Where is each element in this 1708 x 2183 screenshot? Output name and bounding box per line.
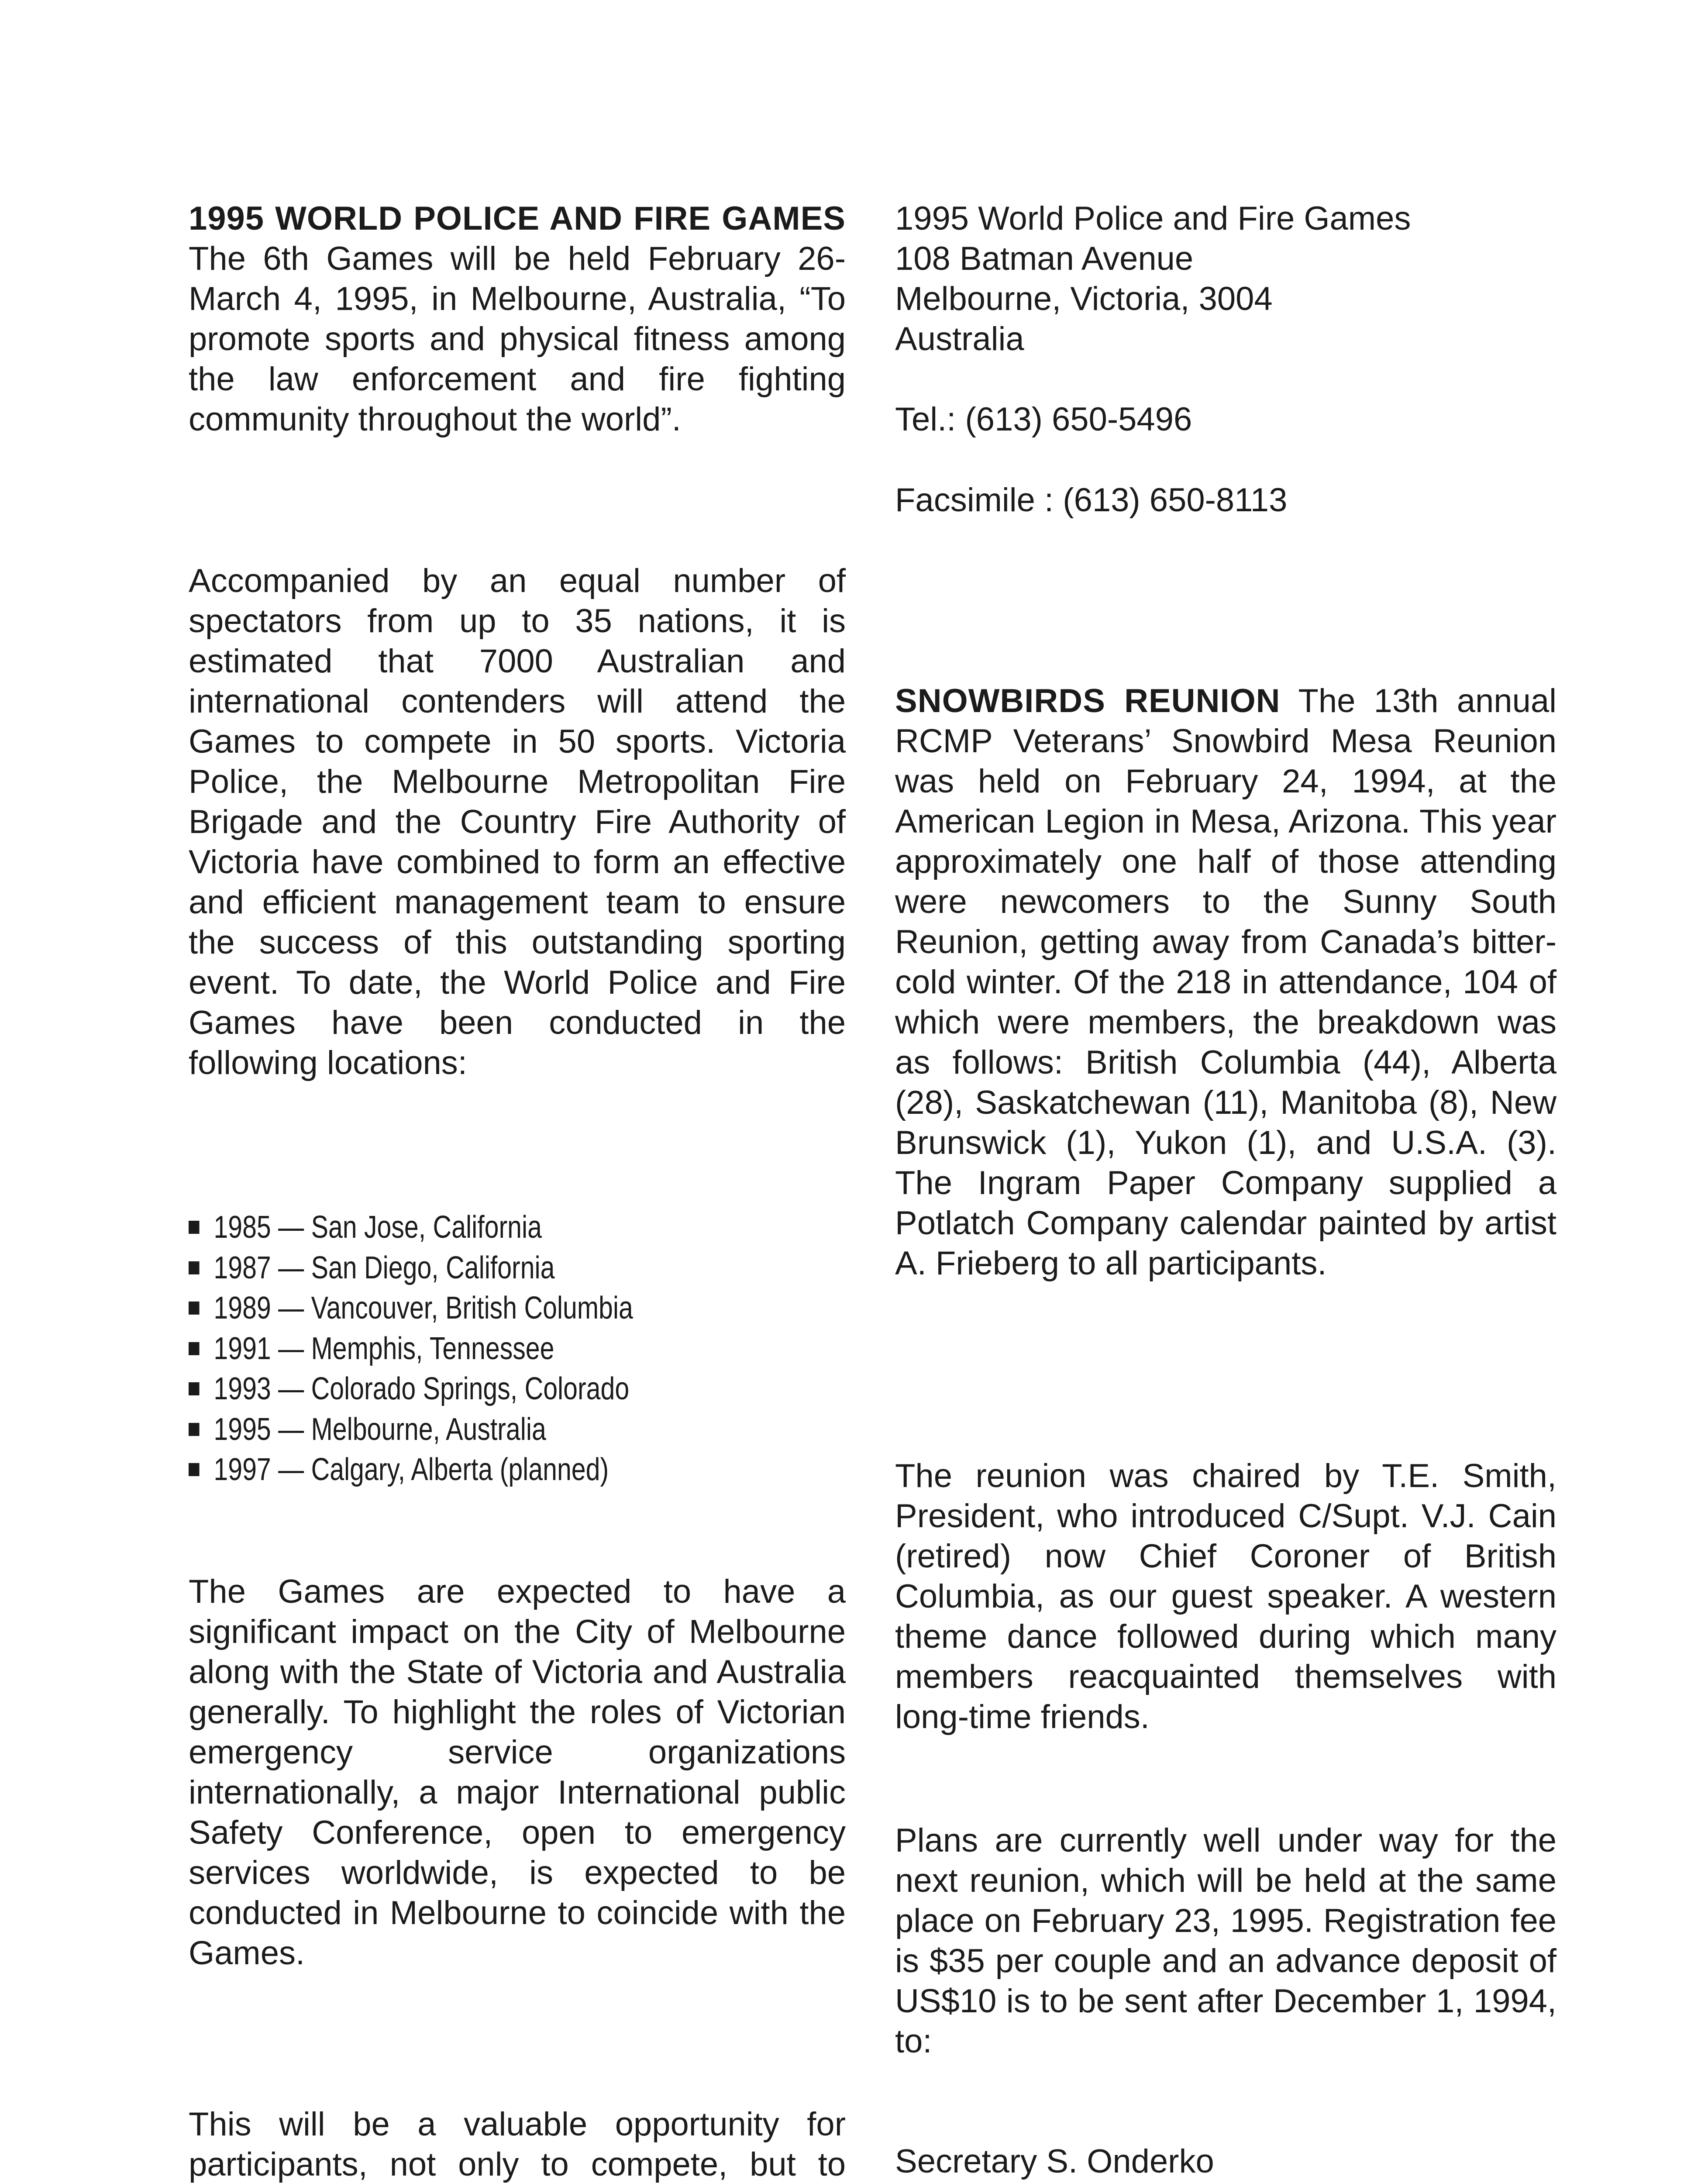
participation-paragraph: Accompanied by an equal number of spectators from up to 35 nations, it is estimated that 7000 Australian and international contenders will attend the Games to compete in 50 sports. Victoria Police, the Melbourne Metropolitan Fire Brigade and the Country Fire Authority of Victoria have combined to form an effective and efficient management team to ensure the success of this outstanding sporting event. To date, the World Police and Fire Games have been conducted in the following locations: (189, 562, 846, 1081)
list-item: 1985 — San Jose, California (189, 1207, 727, 1248)
list-item: 1993 — Colorado Springs, Colorado (189, 1369, 727, 1409)
snowbirds-text: The 13th annual RCMP Veterans’ Snowbird Mesa Reunion was held on February 24, 1994, at the American Legion in Mesa, Arizona. This year approximately one half of those attending were newcomers to the Sunny South Reunion, getting away from Canada’s bitter-cold winter. Of the 218 in attendance, 104 of which were members, the breakdown was as follows: British Columbia (44), Alberta (28), Saskatchewan (11), Manitoba (8), New Brunswick (1), Yukon (1), and U.S.A. (3). The Ingram Paper Company supplied a Potlatch Company calendar painted by artist A. Frieberg to all participants. (895, 682, 1556, 1282)
list-item: 1995 — Melbourne, Australia (189, 1409, 727, 1450)
games-contact-tel: Tel.: (613) 650-5496 (895, 401, 1192, 438)
games-heading: 1995 WORLD POLICE AND FIRE GAMES (189, 200, 846, 237)
next-reunion-paragraph: Plans are currently well under way for the next reunion, which will be held at the same place on February 23, 1995. Registration fee is $35 per couple and an advance deposit of US$10 is to be sent after December 1, 1994, to: (895, 1822, 1556, 2060)
bullet-icon (189, 1342, 200, 1355)
games-contact-address: 1995 World Police and Fire Games 108 Batman Avenue Melbourne, Victoria, 3004 Australia (895, 200, 1411, 358)
bullet-icon (189, 1382, 200, 1395)
snowbirds-heading: SNOWBIRDS REUNION (895, 682, 1281, 720)
bullet-icon (189, 1221, 200, 1234)
snowbirds-paragraph (895, 681, 1556, 1284)
reunion-chair-paragraph: The reunion was chaired by T.E. Smith, President, who introduced C/Supt. V.J. Cain (retired) now Chief Coroner of British Columbia, as our guest speaker. A western theme dance followed during which many members reacquainted themselves with long-time friends. (895, 1457, 1556, 1735)
bullet-icon (189, 1261, 200, 1274)
bullet-icon (189, 1302, 200, 1315)
intro-paragraph (189, 199, 846, 440)
bullet-icon (189, 1463, 200, 1476)
list-item: 1987 — San Diego, California (189, 1248, 727, 1288)
location-list (189, 1207, 727, 1490)
list-item: 1989 — Vancouver, British Columbia (189, 1288, 727, 1329)
list-item: 1997 — Calgary, Alberta (planned) (189, 1450, 727, 1490)
bullet-icon (189, 1423, 200, 1436)
secretary-address: Secretary S. Onderko (895, 2143, 1214, 2180)
contact-intro-paragraph: This will be a valuable opportunity for participants, not only to compete, but to (189, 2106, 846, 2183)
list-item: 1991 — Memphis, Tennessee (189, 1329, 727, 1369)
games-contact-fax: Facsimile : (613) 650-8113 (895, 482, 1288, 519)
games-intro-text: The 6th Games will be held February 26-March 4, 1995, in Melbourne, Australia, “To promote sports and physical fitness among the law enforcement and fire fighting community throughout the world”. (189, 240, 846, 438)
impact-paragraph: The Games are expected to have a significant impact on the City of Melbourne along with the State of Victoria and Australia generally. To highlight the roles of Victorian emergency service organizations internationally, a major International public Safety Conference, open to emergency services worldwide, is expected to be conducted in Melbourne to coincide with the Games. (189, 1573, 846, 1972)
